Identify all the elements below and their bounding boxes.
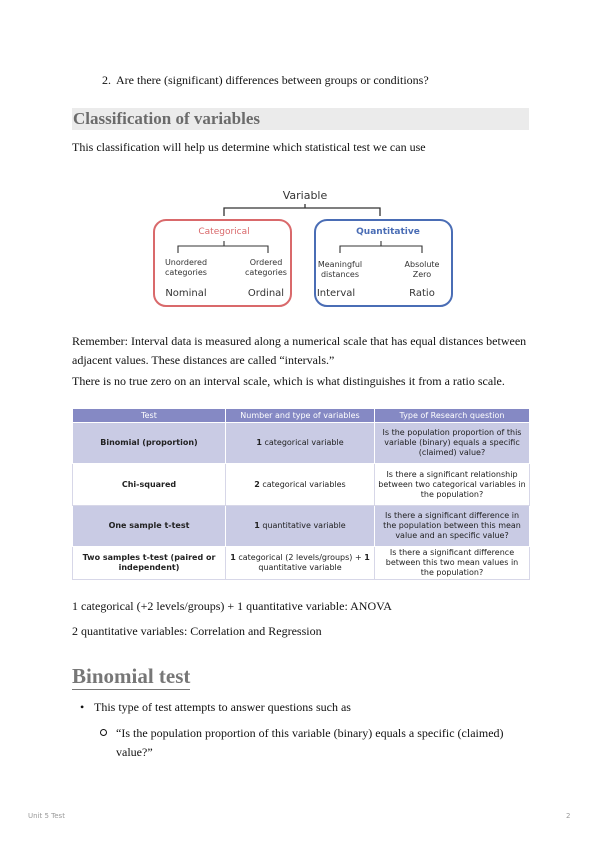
sub-bullet-text: “Is the population proportion of this variable (binary) equals a specific (claimed) value?” — [116, 726, 504, 759]
variables-cell — [226, 423, 375, 464]
hollow-bullet-icon — [100, 729, 107, 736]
quantitative-bracket — [340, 241, 422, 253]
correlation-note: 2 quantitative variables: Correlation and Regression — [72, 624, 322, 638]
bullet-item — [80, 700, 351, 715]
page-number: 2 — [566, 812, 571, 820]
classification-intro: This classification will help us determine which statistical test we can use — [72, 140, 426, 154]
variables-cell — [226, 464, 375, 506]
quantitative-label: Quantitative — [356, 227, 420, 237]
table-row — [73, 506, 530, 547]
variables-type: quantitative variable — [259, 521, 346, 530]
statistical-tests-table — [72, 408, 530, 580]
categorical-right-desc-2: categories — [245, 268, 287, 277]
quantitative-left-desc-2: distances — [320, 270, 360, 279]
diagram-root-label: Variable — [282, 189, 328, 202]
section-heading-binomial: Binomial test — [72, 664, 191, 688]
test-name-cell: Binomial (proportion) — [73, 423, 226, 464]
variables-cell — [226, 506, 375, 547]
header-variables: Number and type of variables — [226, 409, 375, 423]
variables-type: categorical variable — [261, 438, 344, 447]
table-row — [73, 547, 530, 580]
test-name-cell: Chi-squared — [73, 464, 226, 506]
quantitative-left-type: Interval — [316, 288, 356, 299]
quantitative-right-desc-1: Absolute — [404, 260, 440, 269]
variables-count-2: 1 — [364, 553, 370, 562]
remember-paragraph: Remember: Interval data is measured along a numerical scale that has equal distances between adjacent values. These distances are called “intervals.” — [72, 334, 527, 367]
variables-type: categorical variables — [259, 479, 346, 489]
sub-bullet-item — [100, 724, 520, 762]
list-text: Are there (significant) differences between groups or conditions? — [116, 73, 429, 87]
categorical-bracket — [178, 241, 268, 253]
question-cell: Is there a significant relationship between two categorical variables in the population? — [375, 464, 530, 506]
footer-title: Unit 5 Test — [28, 812, 65, 820]
table-row — [73, 423, 530, 464]
categorical-right-desc-1: Ordered — [249, 258, 283, 267]
variables-cell — [226, 547, 375, 580]
zero-paragraph: There is no true zero on an interval scale, which is what distinguishes it from a ratio scale. — [72, 374, 505, 388]
quantitative-right-desc-2: Zero — [412, 270, 432, 279]
variables-count: 1 — [254, 521, 260, 530]
numbered-list-item — [102, 73, 429, 88]
table-header-row — [73, 409, 530, 423]
categorical-label: Categorical — [198, 227, 250, 237]
question-cell: Is the population proportion of this variable (binary) equals a specific (claimed) value? — [375, 423, 530, 464]
header-test: Test — [73, 409, 226, 423]
variables-count: 2 — [254, 479, 260, 489]
root-bracket — [224, 204, 380, 216]
test-name-cell: Two samples t-test (paired or independent) — [73, 547, 226, 580]
question-cell: Is there a significant difference between this two mean values in the population? — [375, 547, 530, 580]
header-question: Type of Research question — [375, 409, 530, 423]
table-row — [73, 464, 530, 506]
categorical-left-desc-2: categories — [165, 268, 207, 277]
quantitative-right-type: Ratio — [409, 288, 435, 299]
categorical-left-desc-1: Unordered — [164, 258, 208, 267]
variable-classification-diagram — [150, 184, 456, 312]
test-name-cell: One sample t-test — [73, 506, 226, 547]
anova-note: 1 categorical (+2 levels/groups) + 1 quantitative variable: ANOVA — [72, 599, 392, 613]
section-heading-classification: Classification of variables — [72, 108, 529, 130]
variables-count: 1 — [230, 553, 236, 562]
bullet-icon: • — [80, 700, 85, 714]
categorical-right-type: Ordinal — [247, 288, 285, 299]
variables-type-2: quantitative variable — [258, 563, 342, 572]
list-number: 2. — [102, 73, 111, 87]
question-cell: Is there a significant difference in the population between this mean value and an specific value? — [375, 506, 530, 547]
quantitative-left-desc-1: Meaningful — [317, 260, 363, 269]
bullet-text: This type of test attempts to answer questions such as — [94, 700, 351, 714]
variables-count: 1 — [256, 438, 262, 447]
categorical-left-type: Nominal — [165, 288, 207, 299]
variables-type: categorical (2 levels/groups) + — [235, 553, 365, 562]
